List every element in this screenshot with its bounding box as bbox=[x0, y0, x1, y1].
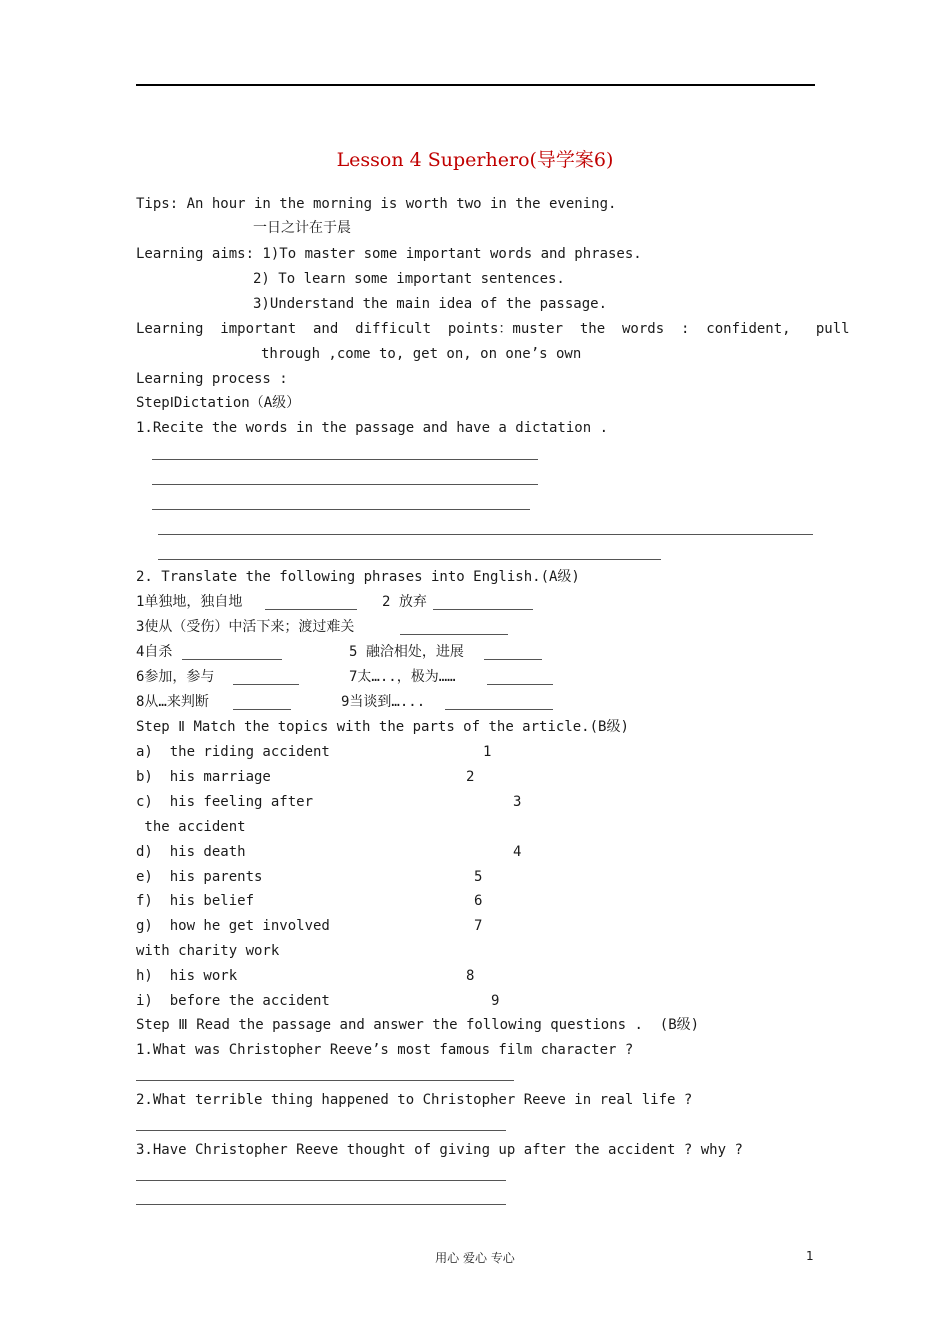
phrase-1: 1单独地，独自地 bbox=[136, 594, 243, 610]
question-2: 2.What terrible thing happened to Christopher Reeve in real life ? bbox=[136, 1092, 693, 1108]
process-label: Learning process : bbox=[136, 371, 288, 387]
blank-line bbox=[233, 684, 299, 685]
aims-line-3: 3)Understand the main idea of the passage. bbox=[253, 296, 608, 312]
phrase-4: 4自杀 bbox=[136, 644, 173, 660]
part-number: 2 bbox=[466, 769, 475, 785]
aims-line-2: 2) To learn some important sentences. bbox=[253, 271, 565, 287]
answer-line bbox=[152, 484, 538, 485]
phrase-5: 5 融洽相处，进展 bbox=[349, 644, 464, 660]
translate-heading: 2. Translate the following phrases into English.(A级) bbox=[136, 569, 580, 585]
part-number: 5 bbox=[474, 869, 483, 885]
step3-heading: Step Ⅲ Read the passage and answer the following questions . (B级) bbox=[136, 1017, 700, 1033]
topic-item: d) his death bbox=[136, 844, 246, 860]
topic-item: g) how he get involved bbox=[136, 918, 330, 934]
part-number: 6 bbox=[474, 893, 483, 909]
blank-line bbox=[400, 634, 508, 635]
topic-item-continued: with charity work bbox=[136, 943, 280, 959]
topic-item: i) before the accident bbox=[136, 993, 330, 1009]
page-title: Lesson 4 Superhero(导学案6) bbox=[336, 149, 614, 171]
blank-line bbox=[433, 609, 533, 610]
answer-line bbox=[152, 509, 530, 510]
phrase-3: 3使从（受伤）中活下来；渡过难关 bbox=[136, 619, 355, 635]
points-line-2: through ,come to, get on, on one’s own bbox=[261, 346, 582, 362]
tips-chinese: 一日之计在于晨 bbox=[253, 220, 351, 236]
topic-item: f) his belief bbox=[136, 893, 255, 909]
question-3: 3.Have Christopher Reeve thought of giving up after the accident ? why ? bbox=[136, 1142, 743, 1158]
step1-instruction: 1.Recite the words in the passage and have a dictation . bbox=[136, 420, 609, 436]
answer-line bbox=[136, 1080, 514, 1081]
points-line-1: Learning important and difficult points：muster the words : confident, pull bbox=[136, 321, 850, 337]
blank-line bbox=[265, 609, 357, 610]
step2-heading: Step Ⅱ Match the topics with the parts of the article.(B级) bbox=[136, 719, 629, 735]
answer-line bbox=[158, 534, 813, 535]
part-number: 9 bbox=[491, 993, 500, 1009]
answer-line bbox=[136, 1204, 506, 1205]
topic-item: h) his work bbox=[136, 968, 238, 984]
blank-line bbox=[445, 709, 553, 710]
topic-item-continued: the accident bbox=[136, 819, 246, 835]
blank-line bbox=[487, 684, 553, 685]
answer-line bbox=[136, 1180, 506, 1181]
blank-line bbox=[233, 709, 291, 710]
phrase-7: 7太…..，极为…… bbox=[349, 669, 456, 685]
question-1: 1.What was Christopher Reeve’s most famous film character ? bbox=[136, 1042, 634, 1058]
part-number: 8 bbox=[466, 968, 475, 984]
phrase-9: 9当谈到…... bbox=[341, 694, 426, 710]
tips-line: Tips: An hour in the morning is worth two in the evening. bbox=[136, 196, 617, 212]
blank-line bbox=[182, 659, 282, 660]
phrase-6: 6参加，参与 bbox=[136, 669, 215, 685]
page-number: 1 bbox=[806, 1249, 814, 1263]
phrase-8: 8从…来判断 bbox=[136, 694, 209, 710]
part-number: 4 bbox=[513, 844, 522, 860]
part-number: 3 bbox=[513, 794, 522, 810]
phrase-2: 2 放弃 bbox=[382, 594, 427, 610]
answer-line bbox=[158, 559, 661, 560]
answer-line bbox=[136, 1130, 506, 1131]
topic-item: e) his parents bbox=[136, 869, 263, 885]
part-number: 1 bbox=[483, 744, 492, 760]
part-number: 7 bbox=[474, 918, 483, 934]
topic-item: a) the riding accident bbox=[136, 744, 330, 760]
topic-item: b) his marriage bbox=[136, 769, 271, 785]
header-rule bbox=[136, 84, 815, 86]
answer-line bbox=[152, 459, 538, 460]
footer-motto: 用心 爱心 专心 bbox=[435, 1251, 515, 1265]
topic-item: c) his feeling after bbox=[136, 794, 314, 810]
step1-heading: StepⅠDictation（A级） bbox=[136, 395, 301, 411]
blank-line bbox=[484, 659, 542, 660]
aims-line-1: Learning aims: 1)To master some important words and phrases. bbox=[136, 246, 642, 262]
